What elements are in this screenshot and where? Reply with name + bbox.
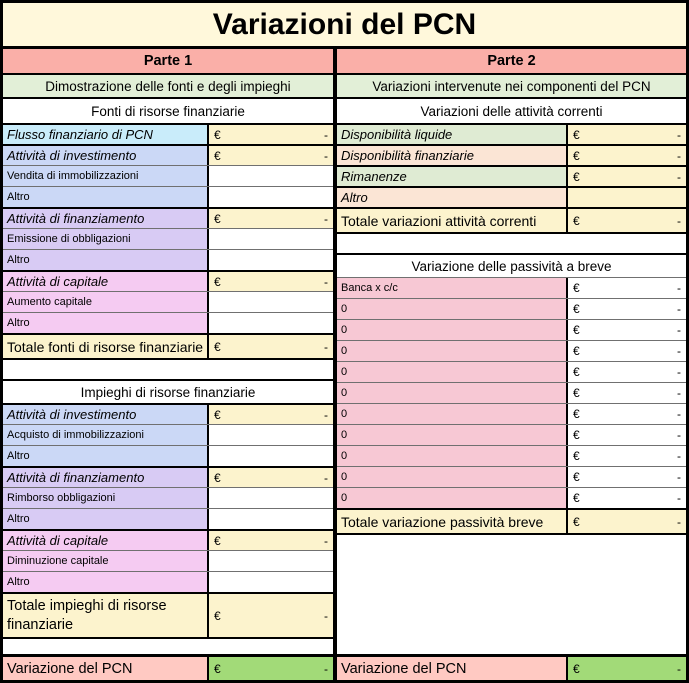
amount: - bbox=[677, 428, 681, 442]
grand-total-row bbox=[337, 654, 686, 680]
amount: - bbox=[324, 127, 328, 142]
row-label: Attività di investimento bbox=[3, 405, 209, 424]
value-cell[interactable] bbox=[209, 488, 333, 508]
euro-sign: € bbox=[573, 213, 580, 228]
row-label: Acquisto di immobilizzazioni bbox=[3, 425, 209, 445]
section-header-row bbox=[337, 99, 686, 123]
spacer-row bbox=[3, 637, 333, 654]
euro-sign: € bbox=[573, 127, 580, 142]
value-cell[interactable] bbox=[568, 188, 686, 207]
value-cell[interactable] bbox=[568, 299, 686, 319]
row-label: Flusso finanziario di PCN bbox=[3, 125, 209, 144]
value-cell[interactable] bbox=[209, 335, 333, 358]
part2-header: Parte 2 bbox=[337, 49, 686, 75]
row-label: Vendita di immobilizzazioni bbox=[3, 166, 209, 186]
euro-sign: € bbox=[573, 323, 580, 337]
amount: - bbox=[677, 302, 681, 316]
amount: - bbox=[677, 127, 681, 142]
value-cell[interactable] bbox=[568, 278, 686, 298]
row-label: Altro bbox=[3, 572, 209, 592]
euro-sign: € bbox=[573, 169, 580, 184]
value-cell[interactable] bbox=[209, 125, 333, 144]
row-label: Attività di capitale bbox=[3, 531, 209, 550]
row-label: Disponibilità liquide bbox=[337, 125, 568, 144]
row-label: Altro bbox=[3, 250, 209, 270]
table-row bbox=[337, 277, 686, 298]
euro-sign: € bbox=[573, 661, 580, 676]
row-label: Variazioni delle attività correnti bbox=[420, 103, 603, 119]
table-row bbox=[337, 445, 686, 466]
table-row bbox=[3, 487, 333, 508]
row-label: Attività di investimento bbox=[3, 146, 209, 165]
grand-total-row bbox=[3, 654, 333, 680]
row-label: Variazione del PCN bbox=[3, 657, 209, 680]
value-cell[interactable] bbox=[568, 404, 686, 424]
amount: - bbox=[677, 514, 681, 529]
table-row bbox=[337, 361, 686, 382]
table-row bbox=[337, 424, 686, 445]
amount: - bbox=[324, 533, 328, 548]
amount: - bbox=[677, 148, 681, 163]
value-cell[interactable] bbox=[568, 488, 686, 508]
table-row bbox=[3, 165, 333, 186]
table-row bbox=[3, 571, 333, 592]
section-header-row bbox=[3, 99, 333, 123]
row-label: 0 bbox=[337, 425, 568, 445]
row-label: Altro bbox=[337, 188, 568, 207]
row-label: 0 bbox=[337, 320, 568, 340]
value-cell[interactable] bbox=[209, 405, 333, 424]
value-cell[interactable] bbox=[209, 313, 333, 333]
value-cell[interactable] bbox=[209, 594, 333, 637]
euro-sign: € bbox=[573, 428, 580, 442]
euro-sign: € bbox=[214, 148, 221, 163]
row-label: Totale fonti di risorse finanziarie bbox=[3, 335, 209, 358]
row-label: 0 bbox=[337, 362, 568, 382]
euro-sign: € bbox=[214, 470, 221, 485]
row-label: Aumento capitale bbox=[3, 292, 209, 312]
part2-table bbox=[337, 49, 686, 680]
table-row bbox=[3, 508, 333, 529]
value-cell[interactable] bbox=[209, 425, 333, 445]
amount: - bbox=[677, 213, 681, 228]
row-label: Totale impieghi di risorse finanziarie bbox=[3, 594, 209, 637]
row-label: Altro bbox=[3, 313, 209, 333]
part1-header: Parte 1 bbox=[3, 49, 333, 75]
amount: - bbox=[677, 281, 681, 295]
euro-sign: € bbox=[214, 274, 221, 289]
value-cell[interactable] bbox=[568, 146, 686, 165]
row-label: Impieghi di risorse finanziarie bbox=[80, 384, 256, 400]
amount: - bbox=[677, 365, 681, 379]
euro-sign: € bbox=[573, 148, 580, 163]
value-cell[interactable] bbox=[209, 187, 333, 207]
euro-sign: € bbox=[214, 533, 221, 548]
row-label: Rimborso obbligazioni bbox=[3, 488, 209, 508]
euro-sign: € bbox=[573, 514, 580, 529]
table-row bbox=[3, 550, 333, 571]
table-row bbox=[3, 144, 333, 165]
row-label: 0 bbox=[337, 299, 568, 319]
euro-sign: € bbox=[573, 386, 580, 400]
value-cell[interactable] bbox=[209, 272, 333, 291]
total-row bbox=[337, 207, 686, 232]
value-cell[interactable] bbox=[209, 229, 333, 249]
euro-sign: € bbox=[214, 661, 221, 676]
table-row bbox=[3, 270, 333, 291]
part2-rows bbox=[337, 99, 686, 680]
total-row bbox=[3, 592, 333, 637]
amount: - bbox=[677, 386, 681, 400]
euro-sign: € bbox=[573, 407, 580, 421]
table-row bbox=[3, 445, 333, 466]
section-header-row bbox=[3, 379, 333, 403]
amount: - bbox=[677, 470, 681, 484]
value-cell[interactable] bbox=[209, 468, 333, 487]
table-row bbox=[337, 466, 686, 487]
amount: - bbox=[677, 407, 681, 421]
value-cell[interactable] bbox=[568, 362, 686, 382]
value-cell[interactable] bbox=[209, 209, 333, 228]
amount: - bbox=[324, 470, 328, 485]
value-cell[interactable] bbox=[209, 551, 333, 571]
row-label: Rimanenze bbox=[337, 167, 568, 186]
value-cell[interactable] bbox=[568, 125, 686, 144]
value-cell[interactable] bbox=[209, 146, 333, 165]
euro-sign: € bbox=[573, 281, 580, 295]
table-row bbox=[337, 487, 686, 508]
euro-sign: € bbox=[573, 344, 580, 358]
amount: - bbox=[677, 169, 681, 184]
section-header-row bbox=[337, 253, 686, 277]
amount: - bbox=[324, 608, 328, 623]
row-label: Altro bbox=[3, 509, 209, 529]
table-row bbox=[337, 123, 686, 144]
euro-sign: € bbox=[214, 339, 221, 354]
table-row bbox=[3, 249, 333, 270]
value-cell[interactable] bbox=[568, 446, 686, 466]
amount: - bbox=[324, 407, 328, 422]
amount: - bbox=[324, 339, 328, 354]
row-label: Banca x c/c bbox=[337, 278, 568, 298]
value-cell[interactable] bbox=[568, 467, 686, 487]
row-label: Attività di finanziamento bbox=[3, 468, 209, 487]
table-row bbox=[3, 228, 333, 249]
value-cell[interactable] bbox=[209, 250, 333, 270]
euro-sign: € bbox=[573, 491, 580, 505]
amount: - bbox=[324, 661, 328, 676]
euro-sign: € bbox=[573, 470, 580, 484]
part1-subtitle: Dimostrazione delle fonti e degli impieghi bbox=[3, 75, 333, 99]
total-row bbox=[337, 508, 686, 533]
row-label: Variazione del PCN bbox=[337, 657, 568, 680]
two-column-layout bbox=[3, 49, 686, 680]
amount: - bbox=[324, 274, 328, 289]
table-row bbox=[3, 186, 333, 207]
value-cell[interactable] bbox=[209, 657, 333, 680]
row-label: Diminuzione capitale bbox=[3, 551, 209, 571]
row-label: 0 bbox=[337, 488, 568, 508]
amount: - bbox=[677, 323, 681, 337]
value-cell[interactable] bbox=[209, 446, 333, 466]
row-label: Totale variazioni attività correnti bbox=[337, 209, 568, 232]
row-label: Attività di capitale bbox=[3, 272, 209, 291]
table-row bbox=[337, 340, 686, 361]
amount: - bbox=[677, 449, 681, 463]
table-row bbox=[3, 312, 333, 333]
euro-sign: € bbox=[573, 302, 580, 316]
value-cell[interactable] bbox=[209, 509, 333, 529]
table-row bbox=[3, 529, 333, 550]
row-label: 0 bbox=[337, 404, 568, 424]
euro-sign: € bbox=[214, 407, 221, 422]
spacer-row bbox=[3, 358, 333, 379]
amount: - bbox=[677, 661, 681, 676]
row-label: 0 bbox=[337, 341, 568, 361]
table-row bbox=[3, 123, 333, 144]
part1-table bbox=[3, 49, 333, 680]
table-row bbox=[337, 403, 686, 424]
table-row bbox=[337, 382, 686, 403]
row-label: Fonti di risorse finanziarie bbox=[91, 103, 245, 119]
table-row bbox=[3, 291, 333, 312]
table-row bbox=[337, 298, 686, 319]
row-label: 0 bbox=[337, 467, 568, 487]
value-cell[interactable] bbox=[568, 320, 686, 340]
value-cell[interactable] bbox=[209, 292, 333, 312]
value-cell[interactable] bbox=[568, 341, 686, 361]
row-label: 0 bbox=[337, 383, 568, 403]
part1-rows bbox=[3, 99, 333, 680]
value-cell[interactable] bbox=[209, 531, 333, 550]
value-cell[interactable] bbox=[568, 510, 686, 533]
row-label: Disponibilità finanziarie bbox=[337, 146, 568, 165]
euro-sign: € bbox=[214, 211, 221, 226]
row-label: Variazione delle passività a breve bbox=[411, 258, 612, 274]
row-label: Emissione di obbligazioni bbox=[3, 229, 209, 249]
value-cell[interactable] bbox=[209, 166, 333, 186]
table-row bbox=[337, 165, 686, 186]
amount: - bbox=[677, 344, 681, 358]
euro-sign: € bbox=[573, 365, 580, 379]
euro-sign: € bbox=[214, 127, 221, 142]
table-row bbox=[337, 186, 686, 207]
row-label: Attività di finanziamento bbox=[3, 209, 209, 228]
spacer-row bbox=[337, 232, 686, 253]
value-cell[interactable] bbox=[568, 209, 686, 232]
part2-subtitle: Variazioni intervenute nei componenti del PCN bbox=[337, 75, 686, 99]
value-cell[interactable] bbox=[568, 383, 686, 403]
amount: - bbox=[677, 491, 681, 505]
row-label: 0 bbox=[337, 446, 568, 466]
table-row bbox=[3, 207, 333, 228]
value-cell[interactable] bbox=[209, 572, 333, 592]
value-cell[interactable] bbox=[568, 425, 686, 445]
row-label: Altro bbox=[3, 446, 209, 466]
row-label: Totale variazione passività breve bbox=[337, 510, 568, 533]
table-row bbox=[3, 466, 333, 487]
value-cell[interactable] bbox=[568, 657, 686, 680]
spacer-row bbox=[337, 533, 686, 654]
page-title: Variazioni del PCN bbox=[3, 3, 686, 46]
table-row bbox=[3, 424, 333, 445]
euro-sign: € bbox=[214, 608, 221, 623]
euro-sign: € bbox=[573, 449, 580, 463]
row-label: Altro bbox=[3, 187, 209, 207]
amount: - bbox=[324, 211, 328, 226]
table-row bbox=[337, 144, 686, 165]
table-row bbox=[3, 403, 333, 424]
total-row bbox=[3, 333, 333, 358]
amount: - bbox=[324, 148, 328, 163]
table-row bbox=[337, 319, 686, 340]
value-cell[interactable] bbox=[568, 167, 686, 186]
